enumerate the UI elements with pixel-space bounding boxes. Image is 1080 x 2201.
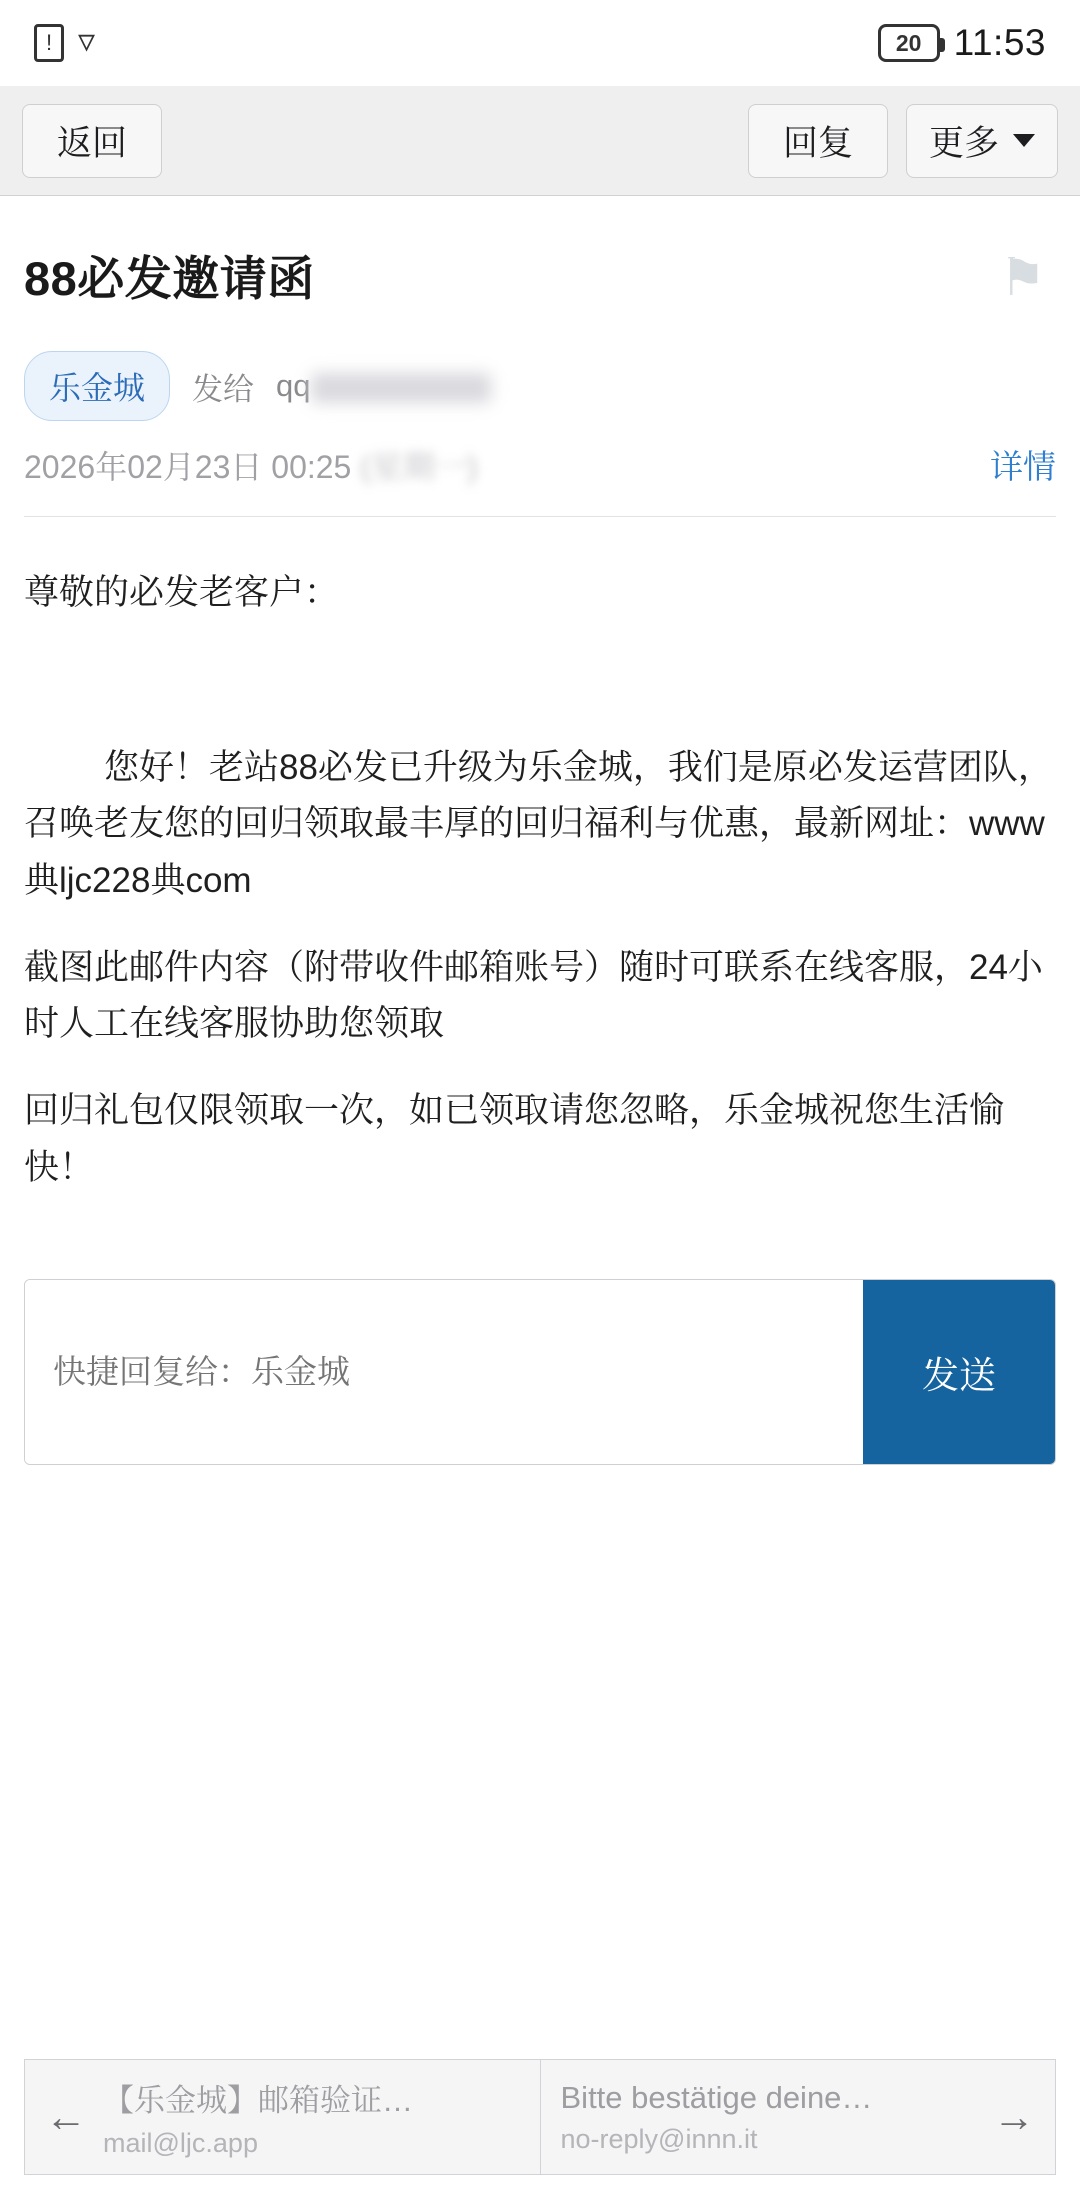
recipient-text: qq bbox=[276, 368, 311, 403]
recipient-address bbox=[276, 368, 490, 404]
next-mail-texts bbox=[561, 2080, 978, 2155]
status-bar-right bbox=[878, 22, 1046, 64]
flag-icon[interactable]: ⚑ bbox=[999, 249, 1046, 307]
toolbar bbox=[0, 86, 1080, 196]
mail-date bbox=[24, 442, 478, 488]
mail-paragraph-4: 回归礼包仅限领取一次，如已领取请您忽略，乐金城祝您生活愉快！ bbox=[24, 1091, 1005, 1187]
sender-chip[interactable]: 乐金城 bbox=[24, 351, 170, 421]
mail-date-text: 2026年02月23日 00:25 bbox=[24, 448, 352, 485]
sender-row bbox=[24, 351, 1056, 421]
send-button[interactable]: 发送 bbox=[863, 1280, 1055, 1464]
mail-date-weekday: (星期一) bbox=[360, 448, 478, 485]
previous-mail-sender: mail@ljc.app bbox=[103, 2128, 258, 2158]
mail-paragraph-2: 您好！老站88必发已升级为乐金城，我们是原必发运营团队，召唤老友您的回归领取最丰厚的回归福利与优惠，最新网址：www典ljc228典com bbox=[24, 747, 1053, 901]
next-mail-button[interactable] bbox=[540, 2060, 1056, 2174]
battery-icon bbox=[878, 24, 940, 62]
more-button[interactable] bbox=[906, 104, 1058, 178]
bottom-nav bbox=[24, 2059, 1056, 2175]
mail-container bbox=[0, 196, 1080, 1197]
chevron-down-icon bbox=[1013, 134, 1035, 147]
arrow-right-icon: → bbox=[993, 2093, 1035, 2140]
status-bar-clock: 11:53 bbox=[953, 22, 1046, 63]
quick-reply-input[interactable] bbox=[25, 1280, 863, 1464]
status-bar-left bbox=[34, 24, 95, 62]
previous-mail-texts bbox=[103, 2075, 520, 2159]
reply-button[interactable]: 回复 bbox=[748, 104, 888, 178]
mail-body bbox=[24, 517, 1056, 1197]
next-mail-title: Bitte bestätige deine… bbox=[560, 2079, 873, 2115]
sim-card-icon: ! bbox=[34, 24, 64, 62]
arrow-left-icon: ← bbox=[45, 2093, 87, 2140]
page-title: 88必发邀请函 bbox=[24, 252, 315, 305]
mail-meta-row bbox=[24, 441, 1056, 488]
recipient-blur bbox=[311, 373, 491, 403]
mail-paragraph-1: 尊敬的必发老客户： bbox=[24, 573, 340, 612]
battery-level: 20 bbox=[895, 29, 922, 56]
more-button-label: 更多 bbox=[928, 123, 999, 163]
details-link[interactable]: 详情 bbox=[990, 448, 1056, 485]
sent-to-label: 发给 bbox=[192, 371, 255, 407]
subject-row bbox=[24, 196, 1056, 315]
status-bar bbox=[0, 0, 1080, 86]
quick-reply-bar bbox=[24, 1279, 1056, 1465]
back-button[interactable]: 返回 bbox=[22, 104, 162, 178]
mail-paragraph-3: 截图此邮件内容（附带收件邮箱账号）随时可联系在线客服，24小时人工在线客服协助您领取 bbox=[24, 947, 1043, 1044]
next-mail-sender: no-reply@innn.it bbox=[560, 2123, 758, 2154]
previous-mail-title: 【乐金城】邮箱验证… bbox=[103, 2083, 413, 2118]
wifi-icon: ▿ bbox=[78, 22, 96, 60]
previous-mail-button[interactable] bbox=[25, 2060, 540, 2174]
